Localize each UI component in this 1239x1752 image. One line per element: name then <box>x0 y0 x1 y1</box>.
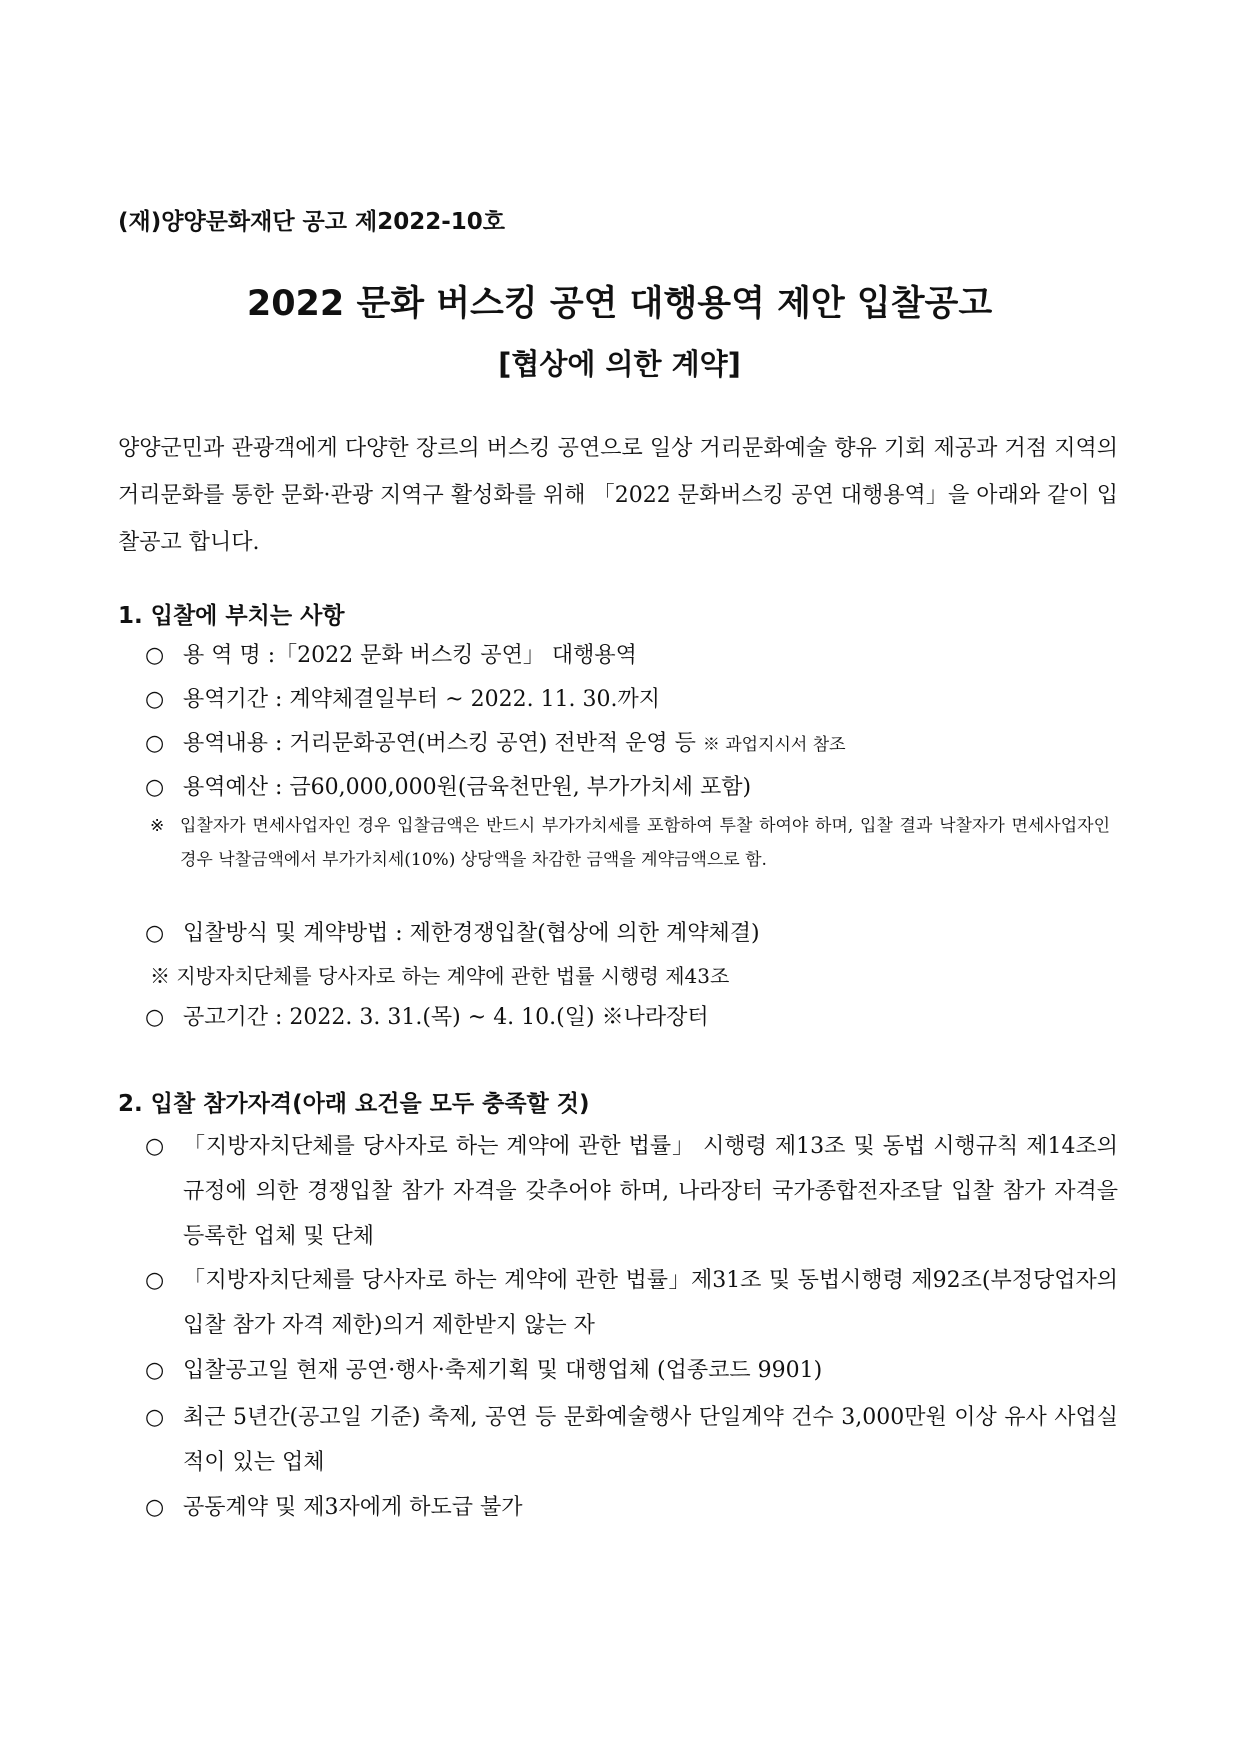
bullet-circle: ○ <box>145 1495 165 1520</box>
bullet-circle: ○ <box>145 731 165 756</box>
bullet-circle: ○ <box>145 775 165 800</box>
item-text: 「지방자치단체를 당사자로 하는 계약에 관한 법률」 시행령 제13조 및 동법 시행규칙 제14조의 규정에 의한 경쟁입찰 참가 자격을 갖추어야 하며, 나라장터 국가종합전자조달 입찰 참가 자격을 등록한 업체 및 단체 <box>183 1134 1118 1249</box>
item-text: 「지방자치단체를 당사자로 하는 계약에 관한 법률」제31조 및 동법시행령 제92조(부정당업자의 입찰 참가 자격 제한)의거 제한받지 않는 자 <box>183 1268 1118 1338</box>
bullet-circle: ○ <box>145 1268 165 1293</box>
bullet-circle: ○ <box>145 921 165 946</box>
page-subtitle: [협상에 의한 계약] <box>498 347 741 381</box>
item-note: ※ 과업지시서 참조 <box>702 735 846 755</box>
bullet-circle: ○ <box>145 1405 165 1430</box>
note-text: 입찰자가 면세사업자인 경우 입찰금액은 반드시 부가가치세를 포함하여 투찰 하여야 하며, 입찰 결과 낙찰자가 면세사업자인 경우 낙찰금액에서 부가가치세(10%) 상당액을 차감한 금액을 계약금액으로 함. <box>180 816 1110 870</box>
section2-item-business-type <box>145 1348 1118 1393</box>
section2-item-qualification <box>145 1124 1118 1259</box>
section2-item-track-record <box>145 1395 1118 1485</box>
note-mark: ※ <box>150 816 165 836</box>
section1-law-note: ※ 지방자치단체를 당사자로 하는 계약에 관한 법률 시행령 제43조 <box>150 964 730 988</box>
item-text: 공동계약 및 제3자에게 하도급 불가 <box>183 1495 523 1520</box>
bullet-circle: ○ <box>145 643 165 668</box>
item-text: 공고기간 : 2022. 3. 31.(목) ~ 4. 10.(일) ※나라장터 <box>183 1005 709 1030</box>
notice-number: (재)양양문화재단 공고 제2022-10호 <box>118 209 506 235</box>
section1-item-service-name <box>145 638 637 669</box>
section2-item-restriction <box>145 1258 1118 1348</box>
section1-tax-note <box>150 809 1118 877</box>
bullet-circle: ○ <box>145 1358 165 1383</box>
section2-heading: 2. 입찰 참가자격(아래 요건을 모두 충족할 것) <box>118 1091 590 1117</box>
section1-item-service-content <box>145 726 846 757</box>
bullet-circle: ○ <box>145 687 165 712</box>
item-text: 입찰공고일 현재 공연·행사·축제기획 및 대행업체 (업종코드 9901) <box>183 1358 823 1383</box>
item-text: 입찰방식 및 계약방법 : 제한경쟁입찰(협상에 의한 계약체결) <box>183 921 760 946</box>
item-text: 최근 5년간(공고일 기준) 축제, 공연 등 문화예술행사 단일계약 건수 3,000만원 이상 유사 사업실적이 있는 업체 <box>183 1405 1118 1475</box>
item-text: 용 역 명 :「2022 문화 버스킹 공연」 대행용역 <box>183 643 637 668</box>
bullet-circle: ○ <box>145 1134 165 1159</box>
section1-item-service-budget <box>145 770 751 801</box>
item-text: 용역예산 : 금60,000,000원(금육천만원, 부가가치세 포함) <box>183 775 752 800</box>
section1-item-bidding-method <box>145 916 760 947</box>
intro-paragraph: 양양군민과 관광객에게 다양한 장르의 버스킹 공연으로 일상 거리문화예술 향유 기회 제공과 거점 지역의 거리문화를 통한 문화·관광 지역구 활성화를 위해 「2022 문화버스킹 공연 대행용역」을 아래와 같이 입찰공고 합니다. <box>118 436 1118 555</box>
section1-item-notice-period <box>145 1000 709 1031</box>
bullet-circle: ○ <box>145 1005 165 1030</box>
item-text: 용역내용 : 거리문화공연(버스킹 공연) 전반적 운영 등 <box>183 731 696 756</box>
item-text: 용역기간 : 계약체결일부터 ~ 2022. 11. 30.까지 <box>183 687 661 712</box>
page-title: 2022 문화 버스킹 공연 대행용역 제안 입찰공고 <box>246 284 993 324</box>
section1-heading: 1. 입찰에 부치는 사항 <box>118 603 345 629</box>
section2-item-subcontract <box>145 1485 1118 1530</box>
section1-item-service-period <box>145 682 660 713</box>
